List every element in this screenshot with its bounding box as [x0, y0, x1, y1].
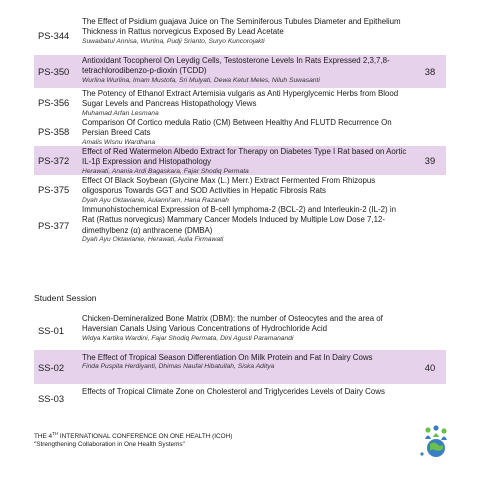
session-title: Comparison Of Cortico medula Ratio (CM) Between Healthy And FLUTD Recurrence On Persian Breed Cats — [82, 118, 392, 138]
page-number — [414, 117, 446, 146]
session-code: SS-03 — [38, 392, 65, 404]
session-code: PS-350 — [38, 66, 70, 77]
session-code: PS-372 — [38, 155, 70, 166]
session-content — [80, 310, 414, 350]
table-row — [34, 175, 446, 204]
table-row — [34, 55, 446, 88]
table-row — [34, 88, 446, 117]
session-title: Chicken-Demineralized Bone Matrix (DBM): the number of Osteocytes and the area of Haversian Canals Using Various Concentrations of Hydrochloride Acid — [82, 314, 383, 334]
session-code: PS-377 — [38, 219, 70, 231]
table-row — [34, 146, 446, 175]
session-authors: Herawati, Anania Ardi Bagaskara, Fajar Shodiq Permata — [82, 167, 249, 175]
table-row — [34, 384, 446, 412]
footer-text-post: INTERNATIONAL CONFERENCE ON ONE HEALTH (ICOH) — [58, 433, 233, 441]
session-authors: Wurlina Wurlina, Imam Mustofa, Sri Mulyati, Dewa Ketut Meles, Niluh Suwasanti — [82, 76, 320, 84]
page-number — [414, 88, 446, 117]
session-code: SS-01 — [38, 324, 65, 336]
footer — [34, 430, 232, 449]
session-code: PS-356 — [38, 97, 70, 108]
session-code: PS-358 — [38, 126, 70, 137]
table-row — [34, 16, 446, 55]
session-content — [80, 204, 414, 246]
session-content — [80, 146, 414, 175]
page-number — [414, 16, 446, 55]
session-title: The Effect of Tropical Season Differentiation On Milk Protein and Fat In Dairy Cows — [82, 353, 373, 362]
session-authors: Suwaibatul Annisa, Wurlina, Pudji Srianto, Suryo Kuncorojakti — [82, 37, 265, 45]
footer-ordinal: TH — [52, 431, 59, 436]
globe-people-logo-icon — [416, 424, 450, 460]
footer-tagline: "Strengthening Collaboration in One Health Systems" — [34, 441, 185, 449]
student-session-heading: Student Session — [34, 293, 97, 303]
session-authors: Finda Puspita Herdiyanti, Dhimas Naufal Hibatullah, Siska Aditya — [82, 363, 275, 371]
page-number: 38 — [424, 66, 436, 77]
session-authors: Dyah Ayu Oktavianie, Herawati, Aulia Firmawati — [82, 235, 224, 243]
main-session-table — [34, 16, 446, 246]
session-content — [80, 384, 414, 412]
session-authors: Muhamad Arfan Lesmana — [82, 109, 159, 117]
page-number — [414, 204, 446, 246]
session-code: PS-344 — [38, 30, 70, 41]
session-content — [80, 88, 414, 117]
page-number — [414, 384, 446, 412]
session-title: The Effect of Psidium guajava Juice on The Seminiferous Tubules Diameter and Epithelium Thickness in Rattus norvegicus Exposed By Lead Acetate — [82, 17, 401, 37]
student-session-table — [34, 310, 446, 412]
footer-text-pre: THE 4 — [34, 433, 53, 441]
page-number — [414, 175, 446, 204]
session-content — [80, 16, 414, 55]
session-title: The Potency of Ethanol Extract Artemisia vulgaris as Anti Hyperglycemic Herbs from Blood Sugar Levels and Pancreas Histopathology Views — [82, 89, 399, 109]
session-title: Effect of Red Watermelon Albedo Extract for Therapy on Diabetes Type I Rat based on Aortic IL-1β Expression and Histopathology — [82, 147, 407, 167]
page-number — [414, 310, 446, 350]
session-content — [80, 55, 414, 88]
session-content — [80, 350, 414, 384]
page-number: 40 — [424, 361, 436, 373]
table-row — [34, 310, 446, 350]
session-title: Effects of Tropical Climate Zone on Cholesterol and Triglycerides Levels of Dairy Cows — [82, 387, 385, 396]
session-title: Antioxidant Tocopherol On Leydig Cells, Testosterone Levels In Rats Expressed 2,3,7,8-tetrachlorodibenzo-p-dioxin (TCDD) — [82, 56, 390, 76]
session-code: PS-375 — [38, 184, 70, 195]
session-title: Effect Of Black Soybean (Glycine Max (L.) Merr.) Extract Fermented From Rhizopus oligosporus Towards GGT and SOD Activities in Hepatic Fibrosis Rats — [82, 176, 376, 196]
session-content — [80, 117, 414, 146]
session-authors: Dyah Ayu Oktavianie, Aulanni'am, Hana Razanah — [82, 196, 229, 204]
session-authors: Widya Kartika Wardini, Fajar Shodiq Permata, Dini Agusti Paramanandi — [82, 334, 294, 342]
footer-conference-name — [34, 430, 232, 441]
session-authors: Amalis Wisnu Wardhana — [82, 138, 156, 146]
table-row — [34, 350, 446, 384]
table-row — [34, 117, 446, 146]
session-code: SS-02 — [38, 361, 65, 373]
page-number: 39 — [424, 155, 436, 166]
session-content — [80, 175, 414, 204]
session-title: Immunohistochemical Expression of B-cell lymphoma-2 (BCL-2) and Interleukin-2 (IL-2) in Rat (Rattus norvegicus) Mammary Cancer Models Induced by Multiple Low Dose 7,12-dimethylbenz (α) anthracene (DMBA) — [82, 205, 396, 235]
table-row — [34, 204, 446, 246]
